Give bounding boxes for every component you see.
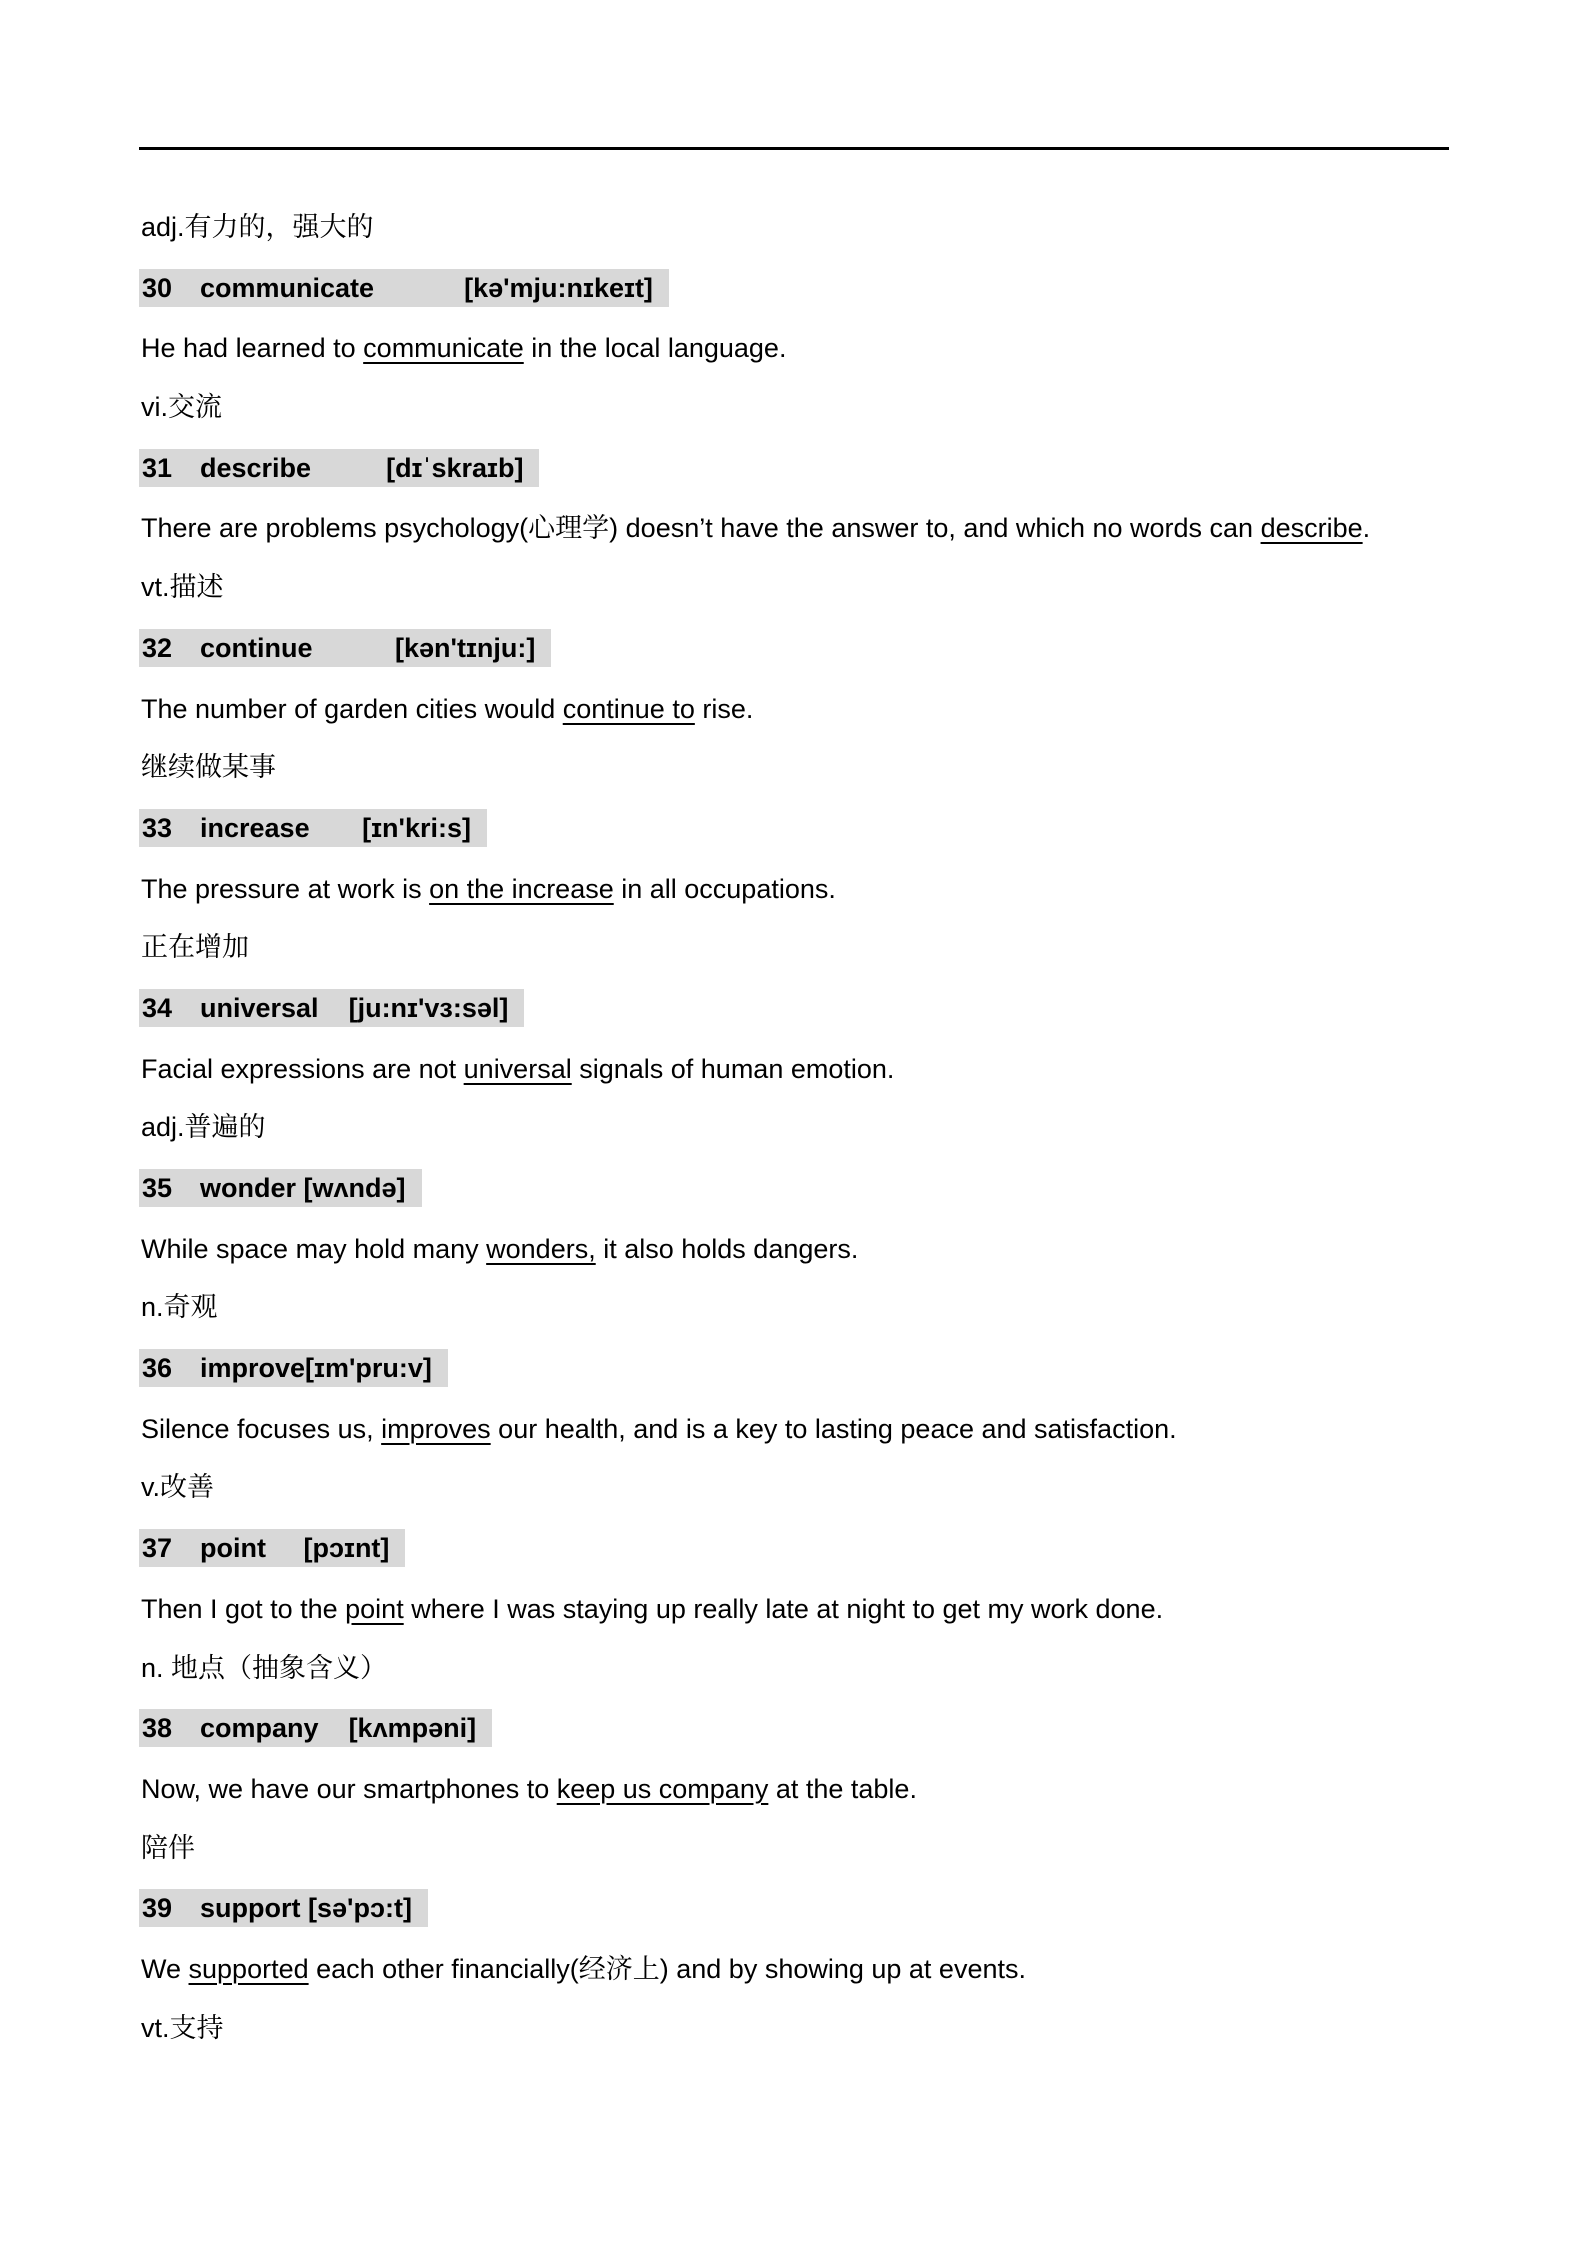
- entry-heading: [141, 449, 1461, 487]
- entry-number: 30: [142, 272, 173, 303]
- entry-phonetic: [kə'mju:nɪkeɪt]: [464, 272, 653, 303]
- entry-word: wonder: [200, 1173, 297, 1203]
- sentence-target-word: point: [345, 1593, 404, 1624]
- sentence-target-word: universal: [463, 1053, 572, 1084]
- sentence-target-word: improves: [381, 1413, 491, 1444]
- example-sentence: [141, 331, 1461, 365]
- sentence-after: each other financially(经济上) and by showing up at events.: [308, 1953, 1026, 1984]
- entry-heading: [141, 1169, 1461, 1207]
- chinese-definition: vt.支持: [141, 2012, 224, 2043]
- entry-separator: [301, 1893, 309, 1923]
- sentence-after: .: [1362, 513, 1371, 544]
- entry-separator: [374, 273, 464, 303]
- entry-heading-highlight: [139, 269, 669, 307]
- entry-phonetic: [pɔɪnt]: [303, 1533, 390, 1564]
- chinese-definition: n. 地点（抽象含义）: [141, 1652, 388, 1683]
- entry-word: universal: [200, 992, 319, 1023]
- vocab-entry: [141, 989, 1461, 1144]
- sentence-after: at the table.: [768, 1773, 917, 1804]
- entry-phonetic: [ɪm'pru:v]: [305, 1353, 432, 1384]
- entry-number: 33: [142, 812, 173, 843]
- sentence-after: it also holds dangers.: [595, 1233, 859, 1264]
- sentence-after: in the local language.: [523, 333, 787, 364]
- sentence-before: The number of garden cities would: [141, 693, 563, 724]
- entry-word: improve: [200, 1353, 306, 1384]
- entry-number: 35: [142, 1173, 173, 1203]
- entry-word: communicate: [200, 272, 375, 303]
- sentence-after: where I was staying up really late at night to get my work done.: [403, 1593, 1164, 1624]
- entry-phonetic: [sə'pɔ:t]: [308, 1893, 412, 1924]
- entry-number: 32: [142, 632, 173, 663]
- sentence-before: The pressure at work is: [141, 873, 430, 904]
- sentence-before: While space may hold many: [141, 1233, 487, 1264]
- vocab-entry: [141, 449, 1461, 604]
- entry-word: increase: [200, 812, 310, 843]
- vocab-entry: [141, 269, 1461, 424]
- entry-heading-highlight: [139, 449, 539, 487]
- entry-separator: [266, 1533, 304, 1563]
- entry-heading: [141, 1349, 1461, 1387]
- entry-number: 39: [142, 1893, 173, 1924]
- vocab-entry: [141, 1529, 1461, 1684]
- sentence-target-word: continue to: [562, 693, 695, 724]
- entry-word: point: [200, 1533, 266, 1564]
- example-sentence: [141, 1412, 1461, 1446]
- sentence-before: Facial expressions are not: [141, 1053, 464, 1084]
- entry-word: continue: [200, 632, 313, 663]
- entry-phonetic: [kʌmpəni]: [348, 1713, 477, 1744]
- entry-phonetic: [wʌndə]: [303, 1173, 406, 1203]
- entry-heading-highlight: [139, 1889, 428, 1927]
- entries-container: [141, 269, 1461, 2045]
- entry-heading-highlight: [139, 1529, 405, 1567]
- entry-number: 34: [142, 992, 173, 1023]
- entry-phonetic: [ju:nɪ'vɜ:səl]: [348, 992, 509, 1023]
- sentence-target-word: on the increase: [429, 873, 614, 904]
- sentence-after: our health, and is a key to lasting peace and satisfaction.: [490, 1413, 1177, 1444]
- vocab-entry: [141, 1889, 1461, 2044]
- header-rule: [139, 147, 1449, 150]
- vocab-entry: [141, 1349, 1461, 1504]
- entry-heading: [141, 629, 1461, 667]
- chinese-definition: n.奇观: [141, 1292, 218, 1323]
- example-sentence: [141, 511, 1461, 545]
- entry-word: company: [200, 1713, 319, 1744]
- entry-heading-highlight: [139, 629, 551, 667]
- chinese-definition: 正在增加: [141, 932, 249, 963]
- entry-heading: [141, 809, 1461, 847]
- sentence-before: We: [141, 1953, 189, 1984]
- sentence-after: rise.: [694, 693, 754, 724]
- example-sentence: [141, 1952, 1461, 1986]
- vocab-entry: [141, 629, 1461, 784]
- entry-number: 36: [142, 1353, 173, 1384]
- entry-separator: [319, 1713, 349, 1743]
- entry-heading: [141, 989, 1461, 1027]
- entry-heading-highlight: [139, 1709, 492, 1747]
- vocabulary-list: [141, 210, 1461, 2069]
- entry-heading: [141, 1889, 1461, 1927]
- sentence-after: signals of human emotion.: [571, 1053, 895, 1084]
- example-sentence: [141, 692, 1461, 726]
- example-sentence: [141, 1052, 1461, 1086]
- entry-phonetic: [dɪˈskraɪb]: [386, 452, 524, 483]
- chinese-definition: adj.普遍的: [141, 1112, 266, 1143]
- entry-heading: [141, 269, 1461, 307]
- vocab-entry: [141, 809, 1461, 964]
- sentence-target-word: supported: [188, 1953, 309, 1984]
- example-sentence: [141, 872, 1461, 906]
- entry-phonetic: [kən'tɪnju:]: [395, 632, 536, 663]
- entry-heading-highlight: [139, 1349, 448, 1387]
- sentence-before: Silence focuses us,: [141, 1413, 382, 1444]
- entry-heading: [141, 1529, 1461, 1567]
- entry-word: describe: [200, 452, 312, 483]
- chinese-definition: 陪伴: [141, 1832, 195, 1863]
- entry-separator: [319, 993, 349, 1023]
- entry-number: 38: [142, 1713, 173, 1744]
- sentence-before: Now, we have our smartphones to: [141, 1773, 557, 1804]
- sentence-target-word: keep us company: [556, 1773, 769, 1804]
- sentence-target-word: communicate: [363, 333, 524, 364]
- chinese-definition: 继续做某事: [141, 752, 276, 783]
- entry-separator: [310, 813, 363, 843]
- vocab-entry: [141, 1169, 1461, 1324]
- entry-heading-highlight: [139, 809, 487, 847]
- chinese-definition: vi.交流: [141, 392, 222, 423]
- chinese-definition: v.改善: [141, 1472, 214, 1503]
- entry-word: support: [200, 1893, 301, 1924]
- sentence-before: There are problems psychology(心理学) doesn’t have the answer to, and which no words can: [141, 513, 1261, 544]
- entry-separator: [313, 633, 396, 663]
- example-sentence: [141, 1772, 1461, 1806]
- example-sentence: [141, 1592, 1461, 1626]
- sentence-before: Then I got to the: [141, 1593, 346, 1624]
- entry-heading-highlight: [139, 1169, 422, 1207]
- entry-heading: [141, 1709, 1461, 1747]
- entry-separator: [311, 453, 386, 483]
- entry-number: 31: [142, 452, 173, 483]
- example-sentence: [141, 1232, 1461, 1266]
- entry-separator: [296, 1173, 304, 1203]
- sentence-target-word: describe: [1260, 513, 1363, 544]
- vocab-entry: [141, 1709, 1461, 1864]
- entry-heading-highlight: [139, 989, 524, 1027]
- entry-phonetic: [ɪn'kri:s]: [362, 812, 471, 843]
- sentence-before: He had learned to: [141, 333, 364, 364]
- chinese-definition: vt.描述: [141, 572, 224, 603]
- sentence-target-word: wonders,: [486, 1233, 596, 1264]
- sentence-after: in all occupations.: [613, 873, 836, 904]
- intro-definition: adj.有力的，强大的: [141, 212, 374, 242]
- entry-number: 37: [142, 1533, 173, 1564]
